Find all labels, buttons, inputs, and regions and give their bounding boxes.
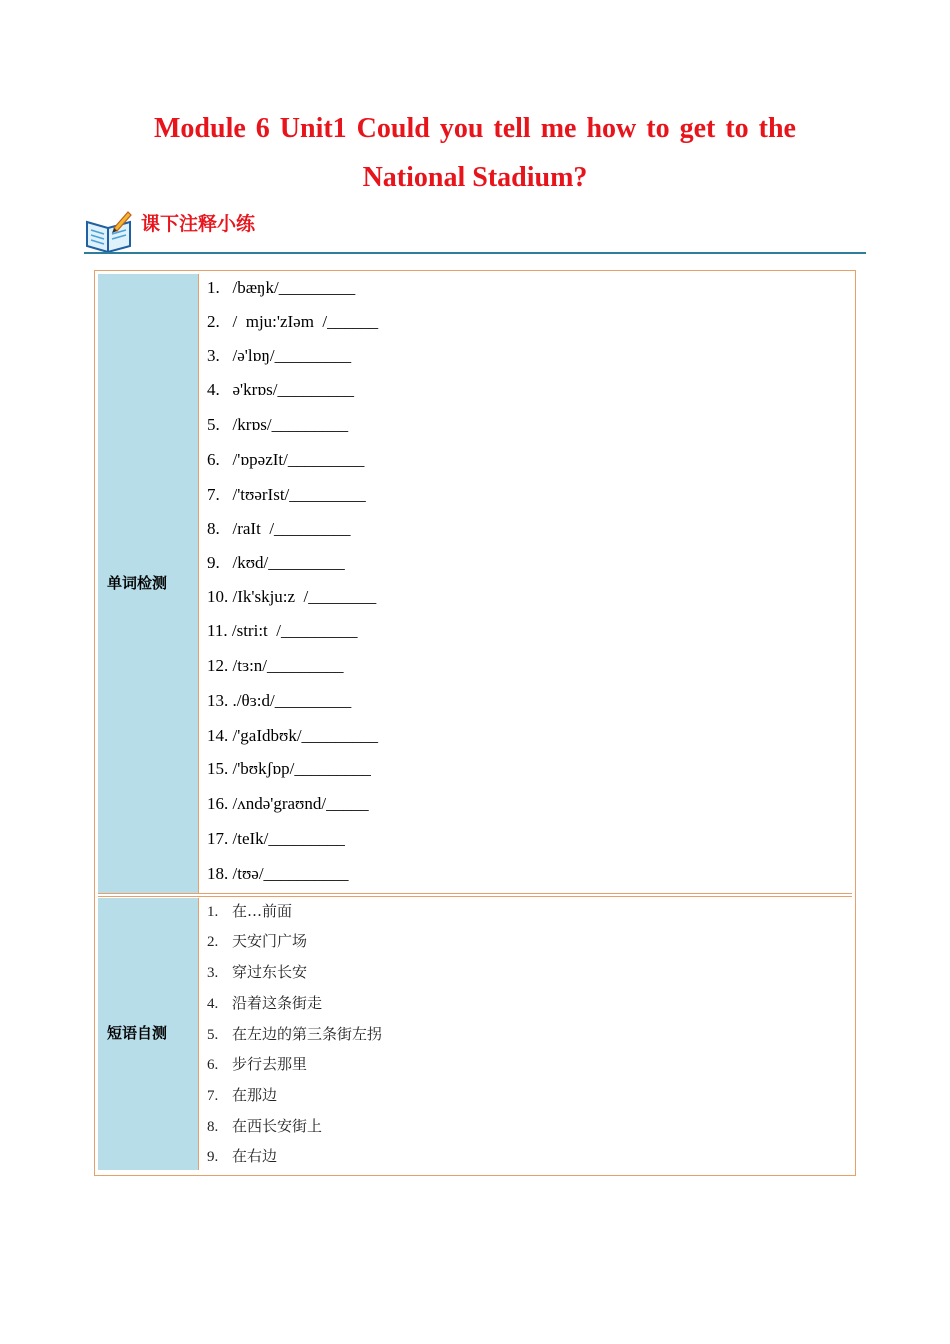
word-item: 3. /ə'lɒŋ/_________ (207, 346, 352, 365)
phrase-item (207, 992, 322, 1013)
page-title-line2: National Stadium? (362, 162, 588, 193)
word-item: 13. ./θɜ:d/_________ (207, 691, 352, 710)
word-item: 16. /ʌndə'graʊnd/_____ (207, 794, 369, 813)
phrase-number: 7. (207, 1088, 219, 1104)
word-item: 15. /'bʊkʃɒp/_________ (207, 759, 371, 778)
phrase-item (207, 1115, 322, 1136)
phrase-number: 3. (207, 965, 219, 981)
word-item: 7. /'tʊərIst/_________ (207, 485, 366, 504)
phrase-number: 5. (207, 1027, 219, 1043)
phrase-text: 步行去那里 (232, 1055, 308, 1073)
phrase-item (207, 1084, 277, 1105)
phrase-text: 沿着这条街走 (232, 994, 323, 1012)
word-item: 17. /teIk/_________ (207, 829, 345, 848)
phrase-text: 在…前面 (232, 902, 293, 920)
section-divider (84, 252, 866, 254)
phrase-item (207, 1053, 307, 1074)
book-icon (84, 208, 134, 254)
word-item: 5. /krɒs/_________ (207, 415, 349, 434)
phrase-item (207, 930, 307, 951)
phrase-number: 2. (207, 934, 219, 950)
phrase-number: 4. (207, 996, 219, 1012)
word-item: 1. /bæŋk/_________ (207, 278, 356, 297)
row-divider (98, 893, 852, 897)
word-item: 9. /kʊd/_________ (207, 553, 345, 572)
phrase-text: 在西长安街上 (232, 1117, 323, 1135)
phrase-text: 穿过东长安 (232, 963, 308, 981)
word-item: 14. /'gaIdbʊk/_________ (207, 726, 379, 745)
word-item: 6. /'ɒpəzIt/_________ (207, 450, 365, 469)
phrase-number: 9. (207, 1149, 219, 1165)
word-item: 10. /Ik'skju:z /________ (207, 587, 377, 606)
word-item: 2. / mju:'zIəm /______ (207, 312, 379, 331)
word-check-label-cell (98, 274, 199, 894)
phrase-number: 6. (207, 1057, 219, 1073)
page-title-line1: Module 6 Unit1 Could you tell me how to get to the (154, 113, 796, 144)
phrase-item (207, 961, 307, 982)
phrase-text: 在左边的第三条街左拐 (232, 1025, 383, 1043)
phrase-item (207, 1145, 277, 1166)
section-header (84, 206, 866, 256)
phrase-number: 8. (207, 1119, 219, 1135)
word-item: 8. /raIt /_________ (207, 519, 351, 538)
phrase-check-label: 短语自测 (107, 1024, 168, 1042)
phrase-text: 天安门广场 (232, 932, 308, 950)
exercise-table (94, 270, 856, 1176)
word-item: 18. /tʊə/__________ (207, 864, 349, 883)
section-label: 课下注释小练 (141, 213, 256, 235)
phrase-item (207, 1023, 382, 1044)
phrase-check-label-cell (98, 898, 199, 1170)
word-item: 12. /tɜ:n/_________ (207, 656, 344, 675)
word-check-label: 单词检测 (107, 574, 168, 592)
word-item: 4. ə'krɒs/_________ (207, 380, 354, 399)
word-item: 11. /stri:t /_________ (207, 621, 358, 640)
phrase-text: 在右边 (232, 1147, 278, 1165)
phrase-item (207, 900, 292, 921)
phrase-text: 在那边 (232, 1086, 278, 1104)
phrase-number: 1. (207, 904, 219, 920)
